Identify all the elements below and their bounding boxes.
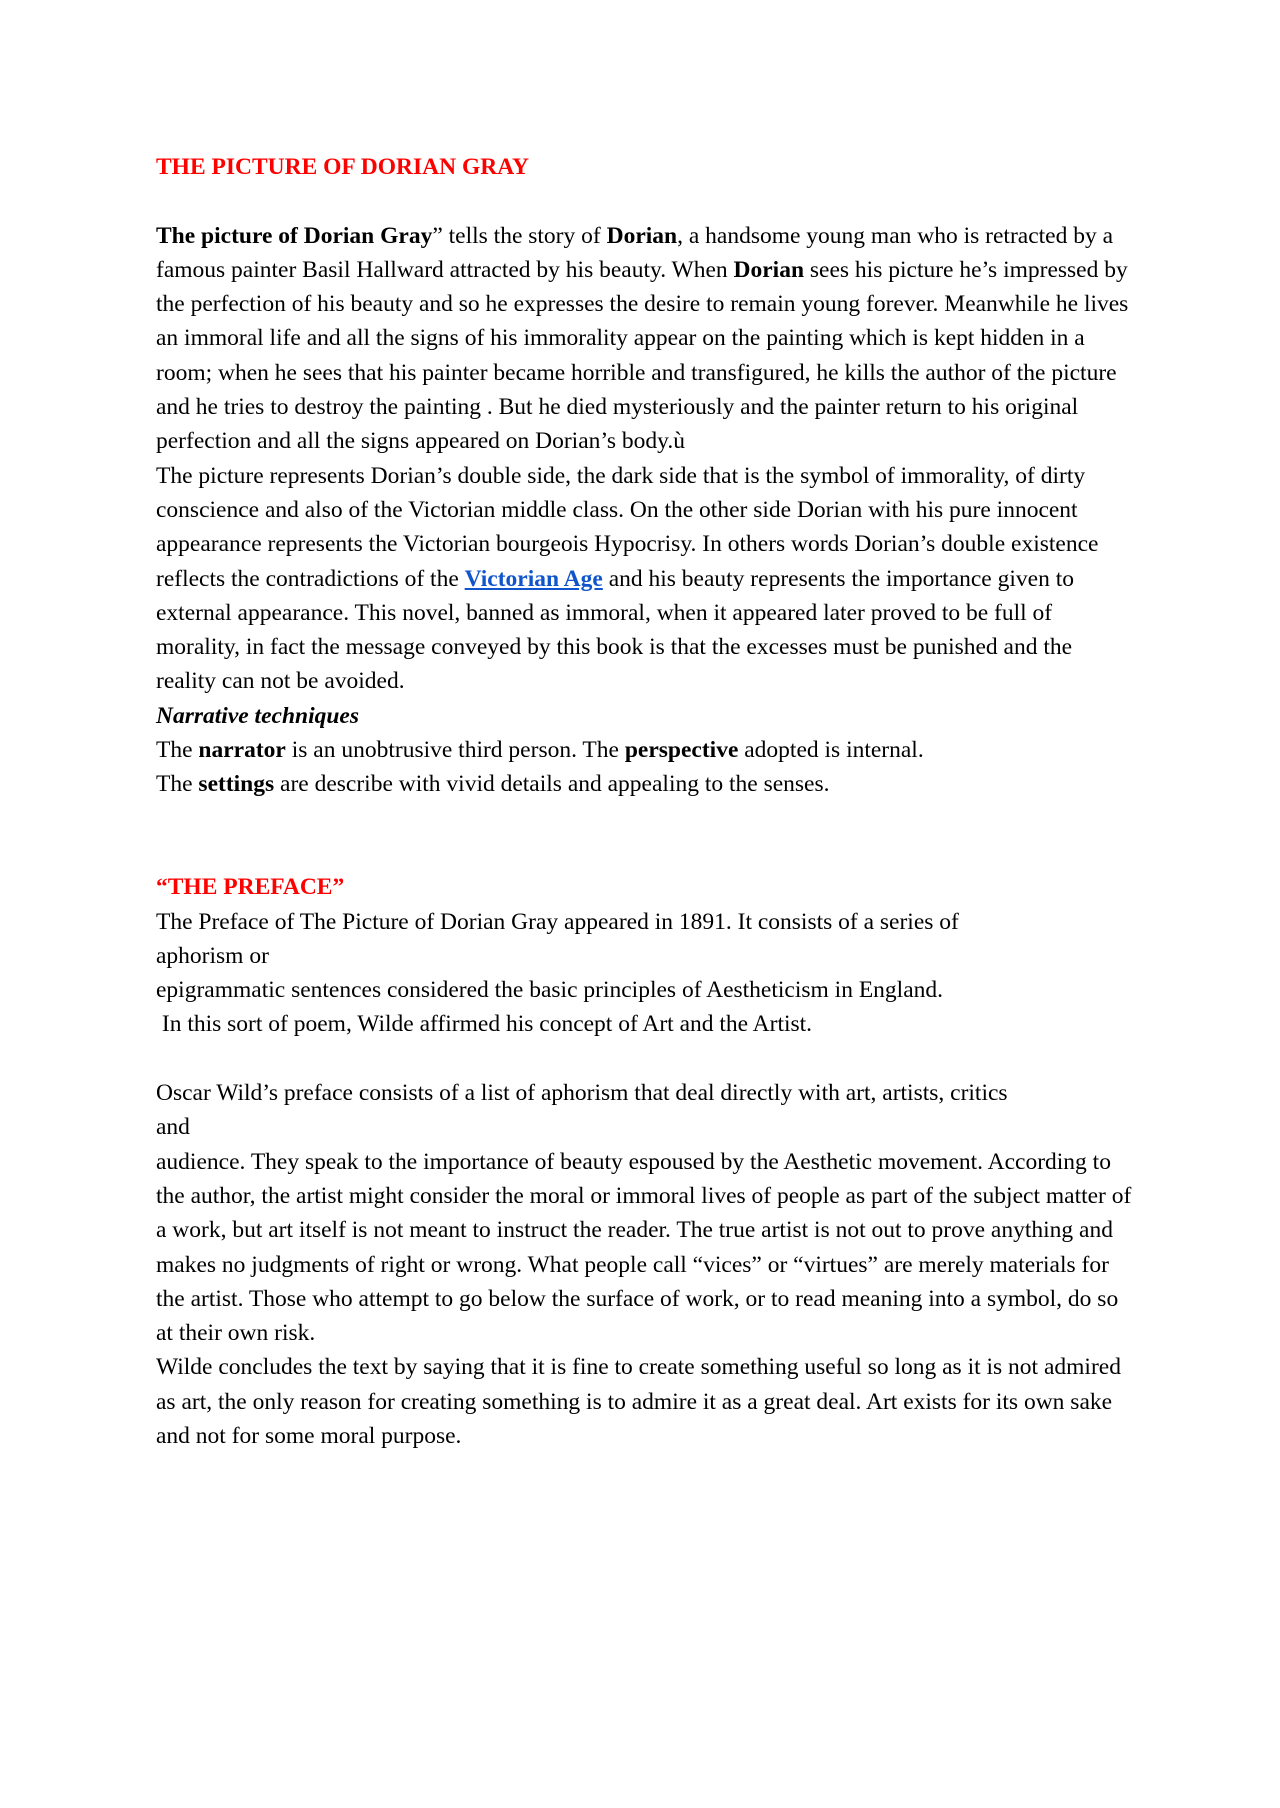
preface-line: The Preface of The Picture of Dorian Gray appeared in 1891. It consists of a series of	[156, 908, 959, 935]
narrative-heading: Narrative techniques	[156, 702, 360, 729]
audience-paragraph: audience. They speak to the importance of beauty espoused by the Aesthetic movement. According to the author, the artist might consider the moral or immoral lives of people as part of the subject matter of a work, but art itself is not meant to instruct the reader. The true artist is not out to prove anything and makes no judgments of right or wrong. What people call “vices” or “virtues” are merely materials for the artist. Those who attempt to go below the surface of work, or to read meaning into a symbol, do so at their own risk.	[156, 1148, 1132, 1347]
preface-heading: “THE PREFACE”	[156, 874, 345, 901]
intro-paragraph	[156, 219, 1136, 459]
preface-line: In this sort of poem, Wilde affirmed his concept of Art and the Artist.	[156, 1011, 813, 1038]
settings-text: The	[156, 771, 199, 798]
spacer	[156, 802, 1136, 871]
analysis-text: and his beauty represents the importance given to external appearance. This novel, banned as immoral, when it appeared later proved to be full of morality, in fact the message conveyed by this book is that the excesses must be punished and the reality can not be avoided.	[156, 565, 1074, 695]
intro-dorian-bold: Dorian	[733, 256, 805, 283]
perspective-bold: perspective	[624, 737, 739, 764]
settings-text: are describe with vivid details and appealing to the senses.	[274, 771, 830, 798]
preface-line: and	[156, 1114, 190, 1141]
intro-dorian-bold: Dorian	[606, 222, 678, 249]
spacer	[156, 184, 1136, 218]
narrator-text: is an unobtrusive third person. The	[285, 737, 625, 764]
victorian-age-link[interactable]: Victorian Age	[464, 565, 603, 592]
preface-line: epigrammatic sentences considered the basic principles of Aestheticism in England.	[156, 977, 944, 1004]
settings-line	[156, 767, 1136, 801]
intro-text: , a handsome young man who is retracted by a famous painter Basil Hallward attracted by his beauty. When	[156, 222, 1114, 283]
settings-bold: settings	[198, 771, 275, 798]
preface-line: aphorism or	[156, 942, 269, 969]
document-title: THE PICTURE OF DORIAN GRAY	[156, 154, 529, 180]
spacer	[156, 1042, 1136, 1076]
intro-text: ” tells the story of	[432, 222, 607, 249]
document-body	[156, 150, 1136, 1453]
analysis-paragraph	[156, 459, 1136, 699]
intro-bold-title: The picture of Dorian Gray	[156, 222, 433, 249]
narrator-line	[156, 733, 1136, 767]
narrator-text: The	[156, 737, 199, 764]
intro-text: sees his picture he’s impressed by the perfection of his beauty and so he expresses the desire to remain young forever. Meanwhile he lives an immoral life and all the signs of his immorality appear on the painting which is kept hidden in a room; when he sees that his painter became horrible and transfigured, he kills the author of the picture and he tries to destroy the painting . But he died mysteriously and the painter return to his original perfection and all the signs appeared on Dorian’s body.ù	[156, 256, 1129, 455]
narrator-bold: narrator	[198, 737, 286, 764]
narrator-text: adopted is internal.	[738, 737, 924, 764]
conclusion-paragraph: Wilde concludes the text by saying that it is fine to create something useful so long as it is not admired as art, the only reason for creating something is to admire it as a great deal. Art exists for its own sake and not for some moral purpose.	[156, 1354, 1121, 1449]
preface-line: Oscar Wild’s preface consists of a list of aphorism that deal directly with art, artists, critics	[156, 1080, 1008, 1107]
analysis-text: The picture represents Dorian’s double side, the dark side that is the symbol of immorality, of dirty conscience and also of the Victorian middle class. On the other side Dorian with his pure innocent appearance represents the Victorian bourgeois Hypocrisy. In others words Dorian’s double existence reflects the contradictions of the	[156, 462, 1099, 592]
